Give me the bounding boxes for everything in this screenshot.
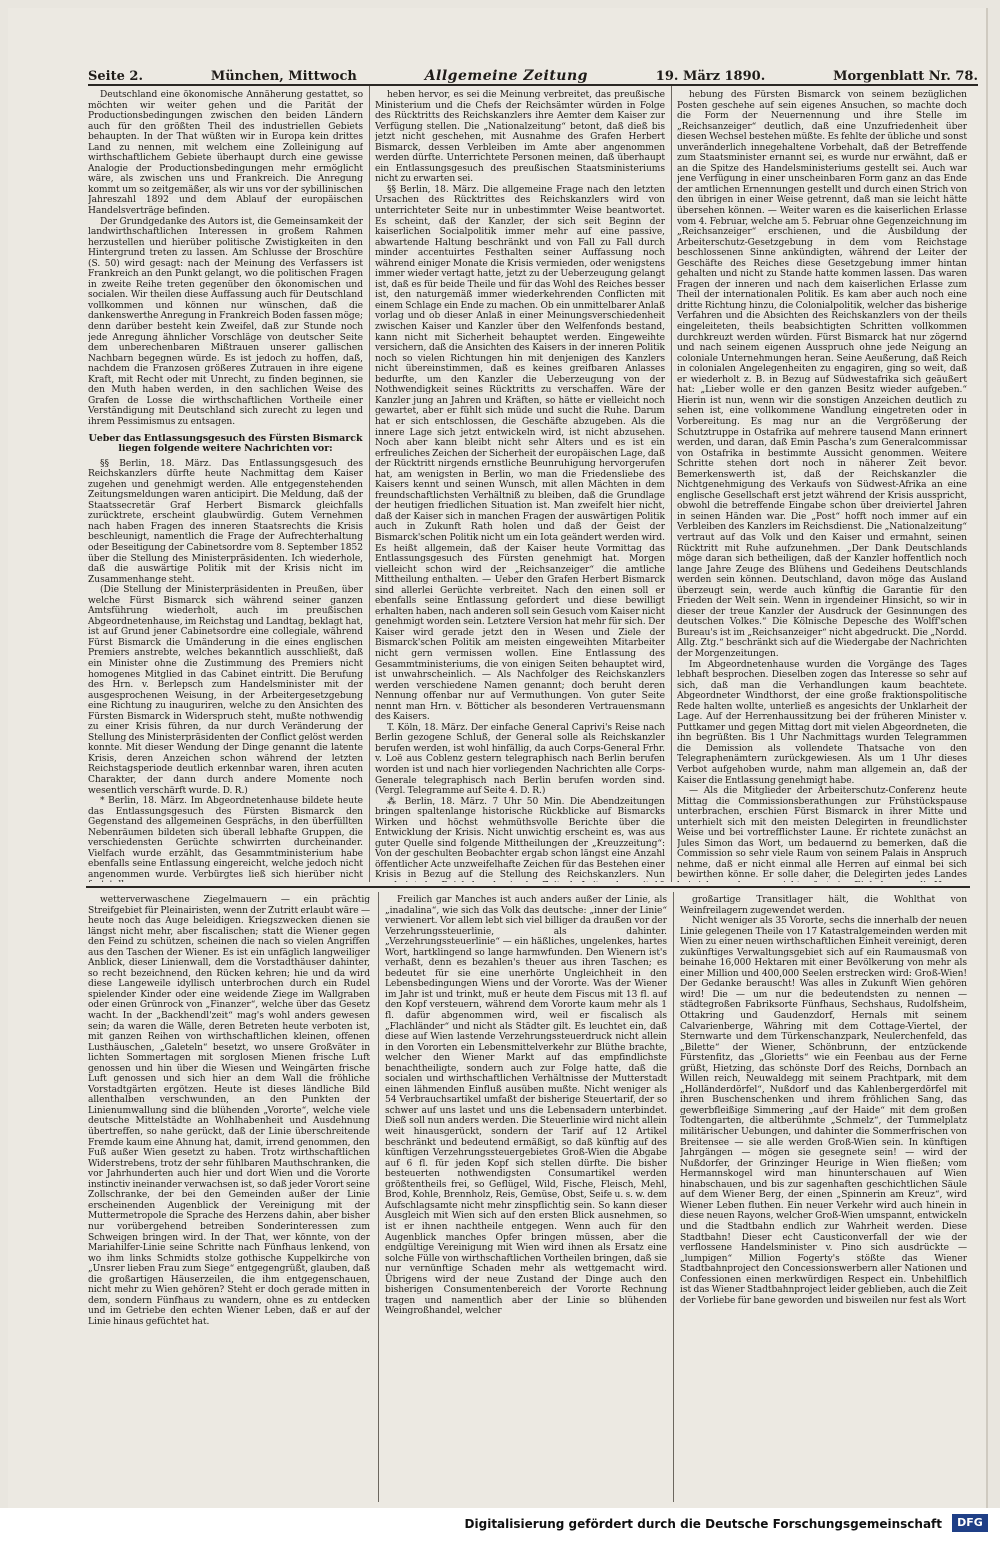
- funding-notice: Digitalisierung gefördert durch die Deutsche Forschungsgemeinschaft: [464, 1517, 942, 1531]
- column-rule: [378, 892, 379, 1502]
- place-date: München, Mittwoch: [210, 69, 357, 84]
- paragraph: Freilich gar Manches ist auch anders außer der Linie, als „inadalina“, wie sich das Volk das deutsche: „inner der Linie“ verwienert. Vor allem lebt sich viel billiger da draußen vor der Verzehrungssteuerlinie, als dahinter. „Verzehrungssteuerlinie“ — ein häßliches, ungelenkes, hartes Wort, hartklingend so lange harmwfunden. Den Wienern ist's verhaßt, denn es bezahlen's theuer aus ihren Taschen; es bedeutet für sie eine unerhörte Ungleichheit in den Lebensbedingungen Wiens und der Vororte. Was der Wiener im Jahr ist und trinkt, muß er heute dem Fiscus mit 13 fl. auf den Kopf versteuern, während dem Vororte kaum mehr als 1 fl. dafür abgenommen wird, weil er fiscalisch als „Flachländer“ und nicht als Städter gilt. Es leuchtet ein, daß diese auf Wien lastende Verzehrungssteuerdruck nicht allein in den Vororten ein Lebensmittelverkehr zur Blüthe brachte, welcher den Wiener Markt auf das empfindlichste benachtheiligte, sondern auch zur Folge hatte, daß die socialen und wirthschaftlichen Verhältnisse der Mutterstadt einen lähmenden Einfluß ausüben mußte. Nicht weniger als 54 Verbrauchsartikel umfaßt der bisherige Steuertarif, der so schwer auf uns lastet und uns die Lebensadern unterbindet. Dieß soll nun anders werden. Die Steuerlinie wird nicht allein weit hinausgerückt, sondern der Tarif auf 12 Artikel beschränkt und bedeutend ermäßigt, so daß künftig auf des künftigen Verzehrungssteuergebietes Groß-Wien die Abgabe auf 6 fl. für jeden Kopf sich stellen dürfte. Die bisher besteuerten nothwendigsten Consumartikel werden größtentheils frei, so Geflügel, Wild, Fische, Fleisch, Mehl, Brod, Kohle, Brennholz, Reis, Gemüse, Obst, Seife u. s. w. dem Aufschlagsamte nicht mehr zinspflichtig sein. So kann dieser Ausgleich mit Wien sich auf den ersten Blick ausnehmen, so ist er ihnen nachtheile entgegen. Wenn auch für den Augenblick manches Opfer bringen müssen, aber die endgültige Vereinigung mit Wien wird ihnen als Ersatz eine solche Fülle von wirthschaftlichen Vortheilen bringen, daß sie nur vernünftige Schaden mehr als wettgemacht wird. Übrigens wird der neue Zustand der Dinge auch den bisherigen Consumentenbereich der Vororte Rechnung tragen und namentlich aber der Linie so blühenden Weingroßhandel, welcher: [385, 895, 667, 1317]
- edition-number: Morgenblatt Nr. 78.: [833, 69, 978, 84]
- upper-column-2: [375, 90, 665, 882]
- feuilleton-divider: [86, 886, 970, 888]
- paragraph: Der Grundgedanke des Autors ist, die Gemeinsamkeit der landwirthschaftlichen Interessen in großem Rahmen herzustellen und hierüber politische Zwistigkeiten in den Hintergrund treten zu lassen. Am Schlusse der Broschüre (S. 50) wird gesagt: nach der Meinung des Verfassers ist Frankreich an den Punkt gelangt, wo die politischen Fragen in zweite Reihe treten gegenüber den ökonomischen und socialen. Wir theilen diese Auffassung auch für Deutschland vollkommen und können nur wünschen, daß die dankenswerthe Anregung in Frankreich Boden fassen möge; denn darüber besteht kein Zweifel, daß zur Stunde noch jede Anregung ähnlicher Vorschläge von deutscher Seite dem unberechenbaren Mißtrauen unserer gallischen Nachbarn begegnen würde. Es ist jedoch zu hoffen, daß, nachdem die Franzosen größeres Zutrauen in ihre eigene Kraft, mit Recht oder mit Unrecht, zu finden beginnen, sie den Muth haben werden, in den sachlichen Weise des Grafen de Losse die wirthschaftlichen Vortheile einer Verständigung mit Deutschland sich zurecht zu legen und ihrem Pessimismus zu entsagen.: [88, 216, 363, 427]
- masthead: [88, 60, 978, 86]
- column-rule: [369, 86, 370, 882]
- column-rule: [671, 86, 672, 882]
- paragraph: Deutschland eine ökonomische Annäherung gestattet, so möchten wir weiter gehen und die Parität der Productionsbedingungen zwischen den beiden Ländern auch für den größten Theil des industriellen Gebiets behaupten. In der That wüßten wir in Europa kein drittes Land zu nennen, mit welchem eine Zolleinigung auf wirthschaftlichem Gebiete überhaupt durch eine gewisse Analogie der Productionsbedingungen mehr ermöglicht wäre, als zwischen uns und Frankreich. Die Anregung kommt um so zeitgemäßer, als wir uns vor der sybillinischen Jahreszahl 1892 und dem Ablauf der europäischen Handelsverträge befinden.: [88, 90, 363, 217]
- upper-column-1: [88, 90, 363, 882]
- paragraph: Nicht weniger als 35 Vororte, sechs die innerhalb der neuen Linie gelegenen Theile von 17 Katastralgemeinden werden mit Wien zu einer neuen wirthschaftlichen Einheit vereinigt, deren zukünftiges Verwaltungsgebiet sich auf ein Raumausmaß von beinahe 16,000 Hektaren mit einer Bevölkerung von mehr als einer Million und 400,000 Seelen erstrecken wird: Groß-Wien! Der Gedanke berauscht! Was alles in Zukunft Wien gehören wird! Die — um nur die bedeutendsten zu nennen — städtegroßen Fabriksorte Fünfhaus, Sechshaus, Rudolfsheim, Ottakring und Gaudenzdorf, Hernals mit seinem Calvarienberge, Währing mit dem Cottage-Viertel, der Sternwarte und dem Türkenschanzpark, Neulerchenfeld, das „Bilette“ der Wiener, Schönbrunn, der entzückende Fürstenfitz, das „Glorietts“ wie ein Feenbau aus der Ferne grüßt, Hietzing, das schönste Dorf des Reichs, Dornbach an Willen reich, Neuwaldegg mit seinem Prachtpark, mit dem „Holländerdörfel“, Nußdorf und das Kahlenbergerdörfel mit ihren Buschenschenken und ihrem fröhlichen Sang, das gewerbfleißige Simmering „auf der Haide“ mit dem großen Todtengarten, die altberühmte „Schmelz“, der Tummelplatz militärischer Uebungen, und dahinter die Sommerfrischen von Breitensee — sie alle werden Groß-Wien sein. In künftigen Jahrgängen — mögen sie gesegnete sein! — wird der Nußdorfer, der Grinzinger Heurige in Wien fließen; vom Hermannskogel wird man hinunterschauen auf Wien hinabschauen, und bis zur sagenhaften geschichtlichen Säule auf dem Wiener Berg, der einen „Spinnerin am Kreuz“, wird Wiener Leben fluthen. Ein neuer Verkehr wird auch hinein in diese neuen Rayons, welcher Groß-Wien umspannt, entwickeln und die Stadtbahn endlich zur Wahrheit werden. Diese Stadtbahn! Dieser echt Causticonverfall der wie der verflossene Handelsminister v. Pino sich ausdrückte — „lumpigen“ Million Fogerty's stößte das Wiener Stadtbahnproject den Concessionswerbern aller Nationen und Confessionen einen merkwürdigen Respect ein. Unbehilflich ist das Wiener Stadtbahnproject leider geblieben, auch die Zeit der Vorliebe für bane geworden und bisweilen nur fest als Wort: [680, 916, 967, 1306]
- section-heading: Ueber das Entlassungsgesuch des Fürsten Bismarck liegen folgende weitere Nachrichten vor:: [88, 432, 363, 455]
- paragraph: (Die Stellung der Ministerpräsidenten in Preußen, über welche Fürst Bismarck sich während seiner ganzen Amtsführung wiederholt, auch im preußischen Abgeordnetenhause, im Reichstag und Landtag, beklagt hat, ist auf Grund jener Cabinetsordre eine collegiale, während Fürst Bismarck die Umänderung in die eines englischen Premiers anstrebte, welches bekanntlich ausschließt, daß ein Minister ohne die Zustimmung des Premiers nicht homogenes Mitglied in das Cabinet eintritt. Die Berufung des Hrn. v. Berlepsch zum Handelsminister mit der ausgesprochenen Weisung, in der Arbeitergesetzgebung eine Richtung zu inauguriren, welche zu den Ansichten des Fürsten Bismarck in Widerspruch steht, mußte nothwendig zu einer Krisis führen, da nur durch Veränderung der Stellung des Ministerpräsidenten der Conflict gelöst werden konnte. Mit dieser Wendung der Dinge genannt die latente Krisis, deren Anzeichen schon während der letzten Reichstagsperiode deutlich erkennbar waren, ihren acuten Charakter, der dann durch andere Momente noch wesentlich verschärft wurde. D. R.): [88, 585, 363, 796]
- digitization-footer: [0, 1508, 1000, 1545]
- paragraph: §§ Berlin, 18. März. Die allgemeine Frage nach den letzten Ursachen des Rücktrittes des Reichskanzlers wird von unterrichteter Seite nur in unbestimmter Weise beantwortet. Es scheint, daß der Kanzler, der sich seit Beginn der kaiserlichen Socialpolitik immer mehr auf eine passive, abwartende Haltung beschränkt und von Fall zu Fall durch minder accentuirtes Festhalten seiner Auffassung noch während einiger Monate die Krisis vermieden, oder wenigstens immer wieder vertagt hatte, jetzt zu der Ueberzeugung gelangt ist, daß es für beide Theile und für das Wohl des Reiches besser ist, den naturgemäß immer wiederkehrenden Conflicten mit einem Schlage ein Ende zu machen. Ob ein unmittelbarer Anlaß vorlag und ob dieser Anlaß in einer Meinungsverschiedenheit zwischen Kaiser und Kanzler über den Welfenfonds bestand, kann nicht mit Sicherheit behauptet werden. Eingeweihte versichern, daß die Ansichten des Kaisers in der inneren Politik noch so vielen Richtungen hin mit denjenigen des Kanzlers nicht übereinstimmen, daß es keines greifbaren Anlasses bedurfte, um den Kanzler die Ueberzeugung von der Nothwendigkeit seines Rücktritts zu verschaffen. Wäre der Kanzler jung an Jahren und Kräften, so hätte er vielleicht noch gewartet, aber er fühlt sich müde und sucht die Ruhe. Darum hat er sich entschlossen, die Geschäfte abzugeben. Als die innere Lage sich jetzt entwickeln wird, ist nicht abzusehen. Noch aber kann bleibt nicht sehr Alters und es ist ein erfreuliches Zeichen der Sicherheit der europäischen Lage, daß der Rücktritt nirgends ernstliche Beunruhigung hervorgerufen hat, am wenigsten in Berlin, wo man die Friedensliebe des Kaisers kennt und seinen Wunsch, mit allen Mächten in dem freundschaftlichsten Verhältniß zu bleiben, daß die Grundlage der heutigen friedlichen Situation ist. Man zweifelt hier nicht, daß der Kaiser sich in manchen Fragen der auswärtigen Politik auch in Zukunft Rath holen und daß der Geist der Bismarck'schen Politik nicht um ein Iota geändert werden wird. Es heißt allgemein, daß der Kaiser heute Vormittag das Entlassungsgesuch des Fürsten genehmigt hat. Morgen vielleicht schon wird der „Reichsanzeiger“ die amtliche Mittheilung enthalten. — Ueber den Grafen Herbert Bismarck sind allerlei Gerüchte verbreitet. Nach den einen soll er ebenfalls seine Entlassung gefordert und diese bewilligt erhalten haben, nach anderen soll sein Gesuch vom Kaiser nicht genehmigt worden sein. Letztere Version hat mehr für sich. Der Kaiser wird gerade jetzt den in Wesen und Ziele der Bismarck'schen Politik am meisten eingeweihten Mitarbeiter nicht gern vermissen wollen. Eine Entlassung des Gesammtministeriums, die von einigen Seiten behauptet wird, ist unwahrscheinlich. — Als Nachfolger des Reichskanzlers werden verschiedene Namen genannt; doch beruht deren Nennung offenbar nur auf Vermuthungen. Von guter Seite nennt man Hrn. v. Bötticher als besonderen Vertrauensmann des Kaisers.: [375, 184, 665, 723]
- column-rule: [673, 892, 674, 1502]
- paragraph: ⁂ Berlin, 18. März. 7 Uhr 50 Min. Die Abendzeitungen bringen spaltenlange historische Rückblicke auf Bismarcks Wirken und höchst wehmüthsvolle Berichte über die Entwicklung der Krisis. Nicht unwichtig erscheint es, was aus guter Quelle sind folgende Mittheilungen der „Kreuzzeitung“: Von der geschulten Beobachter ergab schon längst eine Anzahl öffentlicher Acte unzweifelhafte Zeichen für das Bestehen einer Krisis in Bezug auf die Stellung des Reichskanzlers. Nun: [375, 796, 665, 881]
- paragraph: §§ Berlin, 18. März. Das Entlassungsgesuch des Reichskanzlers dürfte heute Nachmittag dem Kaiser zugehen und genehmigt werden. Alle entgegenstehenden Zeitungsmeldungen waren anticipirt. Die Meldung, daß der Staatssecretär Graf Herbert Bismarck gleichfalls zurücktrete, erscheint glaubwürdig. Gutem Vernehmen nach haben Fragen des inneren Staatsrechts die Krisis beschleunigt, namentlich die Frage der Aufrechterhaltung oder Beseitigung der Cabinetsordre vom 8. September 1852 über die Stellung des Ministerpräsidenten. Ich wiederhole, daß die auswärtige Politik mit der Krisis nicht im Zusammenhange steht.: [88, 458, 363, 585]
- paragraph: heben hervor, es sei die Meinung verbreitet, das preußische Ministerium und die Chefs der Reichsämter würden in Folge des Rücktritts des Reichskanzlers ihre Aemter dem Kaiser zur Verfügung stellen. Die „Nationalzeitung“ betont, daß dieß bis jetzt nicht geschehen, mit Ausnahme des Grafen Herbert Bismarck, dessen Verbleiben im Amte aber angenommen werden dürfte. Unterrichtete Personen meinen, daß überhaupt ein Entlassungsgesuch des preußischen Staatsministeriums nicht zu erwarten sei.: [375, 90, 665, 185]
- paper-title: Allgemeine Zeitung: [424, 68, 588, 84]
- lower-column-1: [88, 895, 370, 1502]
- dfg-logo: DFG: [952, 1514, 988, 1532]
- page-number: Seite 2.: [88, 69, 143, 84]
- paragraph: hebung des Fürsten Bismarck von seinem bezüglichen Posten geschehe auf sein eigenes Ansuchen, so machte doch die Form der Neuernennung und ihre Stelle im „Reichsanzeiger“ deutlich, daß eine Unzufriedenheit über diesen Wechsel bestehen müßte. Es fehlte der übliche und sonst unveränderlich innegehaltene Vorbehalt, daß der Betreffende zum Staatsminister ernannt sei, es wurde nur erwähnt, daß er an die Spitze des Handelsministeriums gestellt sei. Auch war jene Verfügung in einer unscheinbaren Form ganz an das Ende der amtlichen Ernennungen gestellt und durch einen Strich von den übrigen in einer Weise getrennt, daß man sie leicht hätte übersehen können. — Weiter waren es die kaiserlichen Erlasse vom 4. Februar, welche am 5. Februar ohne Gegenzeichnung im „Reichsanzeiger“ erschienen, und die Ausbildung der Arbeiterschutz-Gesetzgebung in dem vom Reichstage beschlossenen Sinne ankündigten, während der Leiter der Geschäfte des Reiches diese Gesetzgebung immer hintan gehalten und nicht zu Stande hatte kommen lassen. Das waren Fragen der inneren und nach dem kaiserlichen Erlasse zum Theil der internationalen Politik. Es kam aber auch noch eine dritte Richtung hinzu, die Colonialpolitik, welcher das bisherige Verfahren und die Absichten des Reichskanzlers von der theils eingeleiteten, theils beabsichtigten Schritten vollkommen durchkreuzt werden würden. Fürst Bismarck hat nur zögernd und nach seinem eigenen Ausspruch ohne jede Neigung an coloniale Unternehmungen heran. Seine Aeußerung, daß Reich in colonialen Angelegenheiten zu engagiren, ging so weit, daß er wiederholt z. B. in Bezug auf Südwestafrika sich geäußert hat: „Lieber wolle er den ganzen Besitz wieder aufgeben.“ Hierin ist nun, wenn wir die sonstigen Anzeichen deutlich zu sehen ist, eine vollkommene Wandlung eingetreten oder in Vorbereitung. Es mag nur an die Vergrößerung der Schutztruppe in Ostafrika auf mehrere tausend Mann erinnert werden, und daran, daß Emin Pascha's zum Generalcommissar von Ostafrika in bestimmte Aussicht genommen. Weitere Schritte stehen dort noch in näherer Zeit bevor. Bemerkenswerth ist, daß der Reichskanzler die Nichtgenehmigung des Verkaufs von Südwest-Afrika an eine englische Gesellschaft erst jetzt während der Krisis ausspricht, obwohl die betreffende Eingabe schon über dreiviertel Jahren in seinen Händen war. Die „Post“ hofft noch immer auf ein Verbleiben des Kanzlers im Reichsdienst. Die „Nationalzeitung“ vertraut auf das Volk und den Kaiser und ermahnt, seinen Rücktritt mit Ruhe aufzunehmen. „Der Dank Deutschlands möge daran sich betheiligen, daß der Kanzler hoffentlich noch lange Jahre Zeuge des Blühens und Gedeihens Deutschlands werden sein können. Deutschland, davon möge das Ausland überzeugt sein, werde auch künftig die Garantie für den Frieden der Welt sein. Wenn in irgendeiner Hinsicht, so wir in dieser der treue Kanzler der Ausdruck der Gesinnungen des deutschen Volkes.“ Die Kölnische Depesche des Wolff'schen Bureau's ist im „Reichsanzeiger“ nicht abgedruckt. Die „Nordd. Allg. Ztg.“ beschränkt sich auf die Wiedergabe der Nachrichten der Morgenzeitungen.: [677, 90, 967, 659]
- upper-column-3: [677, 90, 967, 882]
- issue-date: 19. März 1890.: [655, 69, 766, 84]
- paragraph: * Berlin, 18. März. Im Abgeordnetenhause bildete heute das Entlassungsgesuch des Fürsten Bismarck den Gegenstand des allgemeinen Gesprächs, in den überfüllten Nebenräumen bildeten sich überall lebhafte Gruppen, die verschiedensten Gerüchte schwirrten durcheinander. Vielfach wurde erzählt, das Gesammtministerium habe ebenfalls seine Entlassung eingereicht, welche jedoch nicht angenommen wurde. Verbürgtes ließ sich hierüber nicht: [88, 796, 363, 880]
- paragraph: — Als die Mitglieder der Arbeiterschutz-Conferenz heute Mittag die Commissionsberathungen zur Frühstückspause unterbrachen, erschien Fürst Bismarck in ihrer Mitte und unterhielt sich mit den meisten Delegirten in freundlichster Weise und bei vortrefflichster Laune. Er richtete zunächst an Jules Simon das Wort, um bedauernd zu bemerken, daß die Commission so sehr viele Raum von seinem Palais in Anspruch nehme, daß er nicht einmal alle Herren auf einmal bei sich bewirthen könne. Er solle daher, die Delegirten jedes Landes: [677, 786, 967, 881]
- paragraph: T. Köln, 18. März. Der einfache General Caprivi's Reise nach Berlin gezogene Schluß, der General solle als Reichskanzler berufen werden, ist wohl hinfällig, da auch Corps-General Frhr. v. Loë aus Coblenz gestern telegraphisch nach Berlin berufen worden ist und nach hier vorliegenden Nachrichten alle Corps-Generale telegraphisch nach Berlin berufen worden sind. (Vergl. Telegramme auf Seite 4. D. R.): [375, 722, 665, 797]
- lower-column-3: [680, 895, 967, 1502]
- lower-column-2: [385, 895, 667, 1502]
- paragraph: wetterverwaschene Ziegelmauern — ein prächtig Streifgebiet für Pleinairisten, wenn der Zutritt erlaubt wäre — heute noch das Auge beleidigen. Kriegszwecken dienen sie längst nicht mehr, aber fiscalischen; statt die Wiener gegen den Feind zu schützen, scheinen die nach so vielen Angriffen aus den Taschen der Wiener. Es ist ein unfäglich langweiliger Anblick, dieser Linienwall, dem die Vorstadthäuser dahinter, so recht bezeichnend, den Rücken kehren; hie und da wird diese Langeweile idyllisch unterbrochen durch ein Rudel spielender Kinder oder eine weidende Ziege im Wallgraben oder einen Grünrock von „Finanzer“, welche über das Gesetz wacht. In der „Backhendl'zeit“ mag's wohl anders gewesen sein; da waren die Wälle, deren Betreten heute verboten ist, mit ganzen Reihen von wirthschaftlichen kleinen, offenen Lusthäuschen, „Galeteln“ besetzt, wo unsere Großväter in lichten Sommertagen mit sorglosen Mienen frische Luft genossen und hin über die Wiesen und Weingärten frische Luft genossen und sich hier an dem Wall die fröhliche Vorstadtgärten ergötzen. Heute ist dieses ländliche Bild allenthalben verschwunden, an den Punkten der Linienumwallung sind die blühenden „Vororte“, welche viele deutsche Mittelstädte an Wohlhabenheit und Ausdehnung übertreffen, so nahe gerückt, daß der Linie überschreitende Fremde kaum eine Ahnung hat, damit, irrend genommen, den Fuß außer Wien gesetzt zu haben. Trotz wirthschaftlichen Widerstrebens, trotz der sehr fühlbaren Mauthschranken, die vor Jahrhunderten auch hier und dort Wien und die Vororte instinctiv ineinander verwachsen ist, so daß jeder Vorort seine Zollschranke, der bei den Gemeinden außer der Linie erscheinenden Augenblick der Vereinigung mit der Muttermetropole die Sprache des Herzens dahin, aber bisher nur vorübergehend betreiben Sonderinteressen zum Schweigen bringen wird. In der That, wer könnte, von der Mariahilfer-Linie seine Schritte nach Fünfhaus lenkend, von wo ihm links Schmidts stolze gothische Kuppelkirche von „Unsrer lieben Frau zum Siege“ entgegengrüßt, glauben, daß die großartigen Häuserzeilen, die ihm entgegenschauen, nicht mehr zu Wien gehören? Steht er doch gerade mitten in dem, sondern Fünfhaus zu wandern, ohne es zu entdecken und im Getriebe den echten Wiener Leben, daß er auf der Linie hinaus gefüchtet hat.: [88, 895, 370, 1327]
- paragraph: großartige Transitlager hält, die Wohlthat von Weinfreilagern zugewendet werden.: [680, 895, 967, 916]
- paragraph: Im Abgeordnetenhause wurden die Vorgänge des Tages lebhaft besprochen. Dieselben zogen das Interesse so sehr auf sich, daß man die Verhandlungen kaum beachtete. Abgeordneter Windthorst, der eine große fraktionspolitische Rede halten wollte, unterließ es angesichts der Unklarheit der Lage. Auf der Herrenhaussitzung bei der früheren Minister v. Puttkamer und gegen Mittag dort mit vielen Abgeordneten, die ihn begrüßten. Bis 1 Uhr Nachmittags wurden Telegrammen die Demission als vollendete Thatsache von den Telegraphenämtern zurückgewiesen. Als um 1 Uhr dieses Verbot aufgehoben wurde, nahm man allgemein an, daß der Kaiser die Entlassung genehmigt habe.: [677, 659, 967, 786]
